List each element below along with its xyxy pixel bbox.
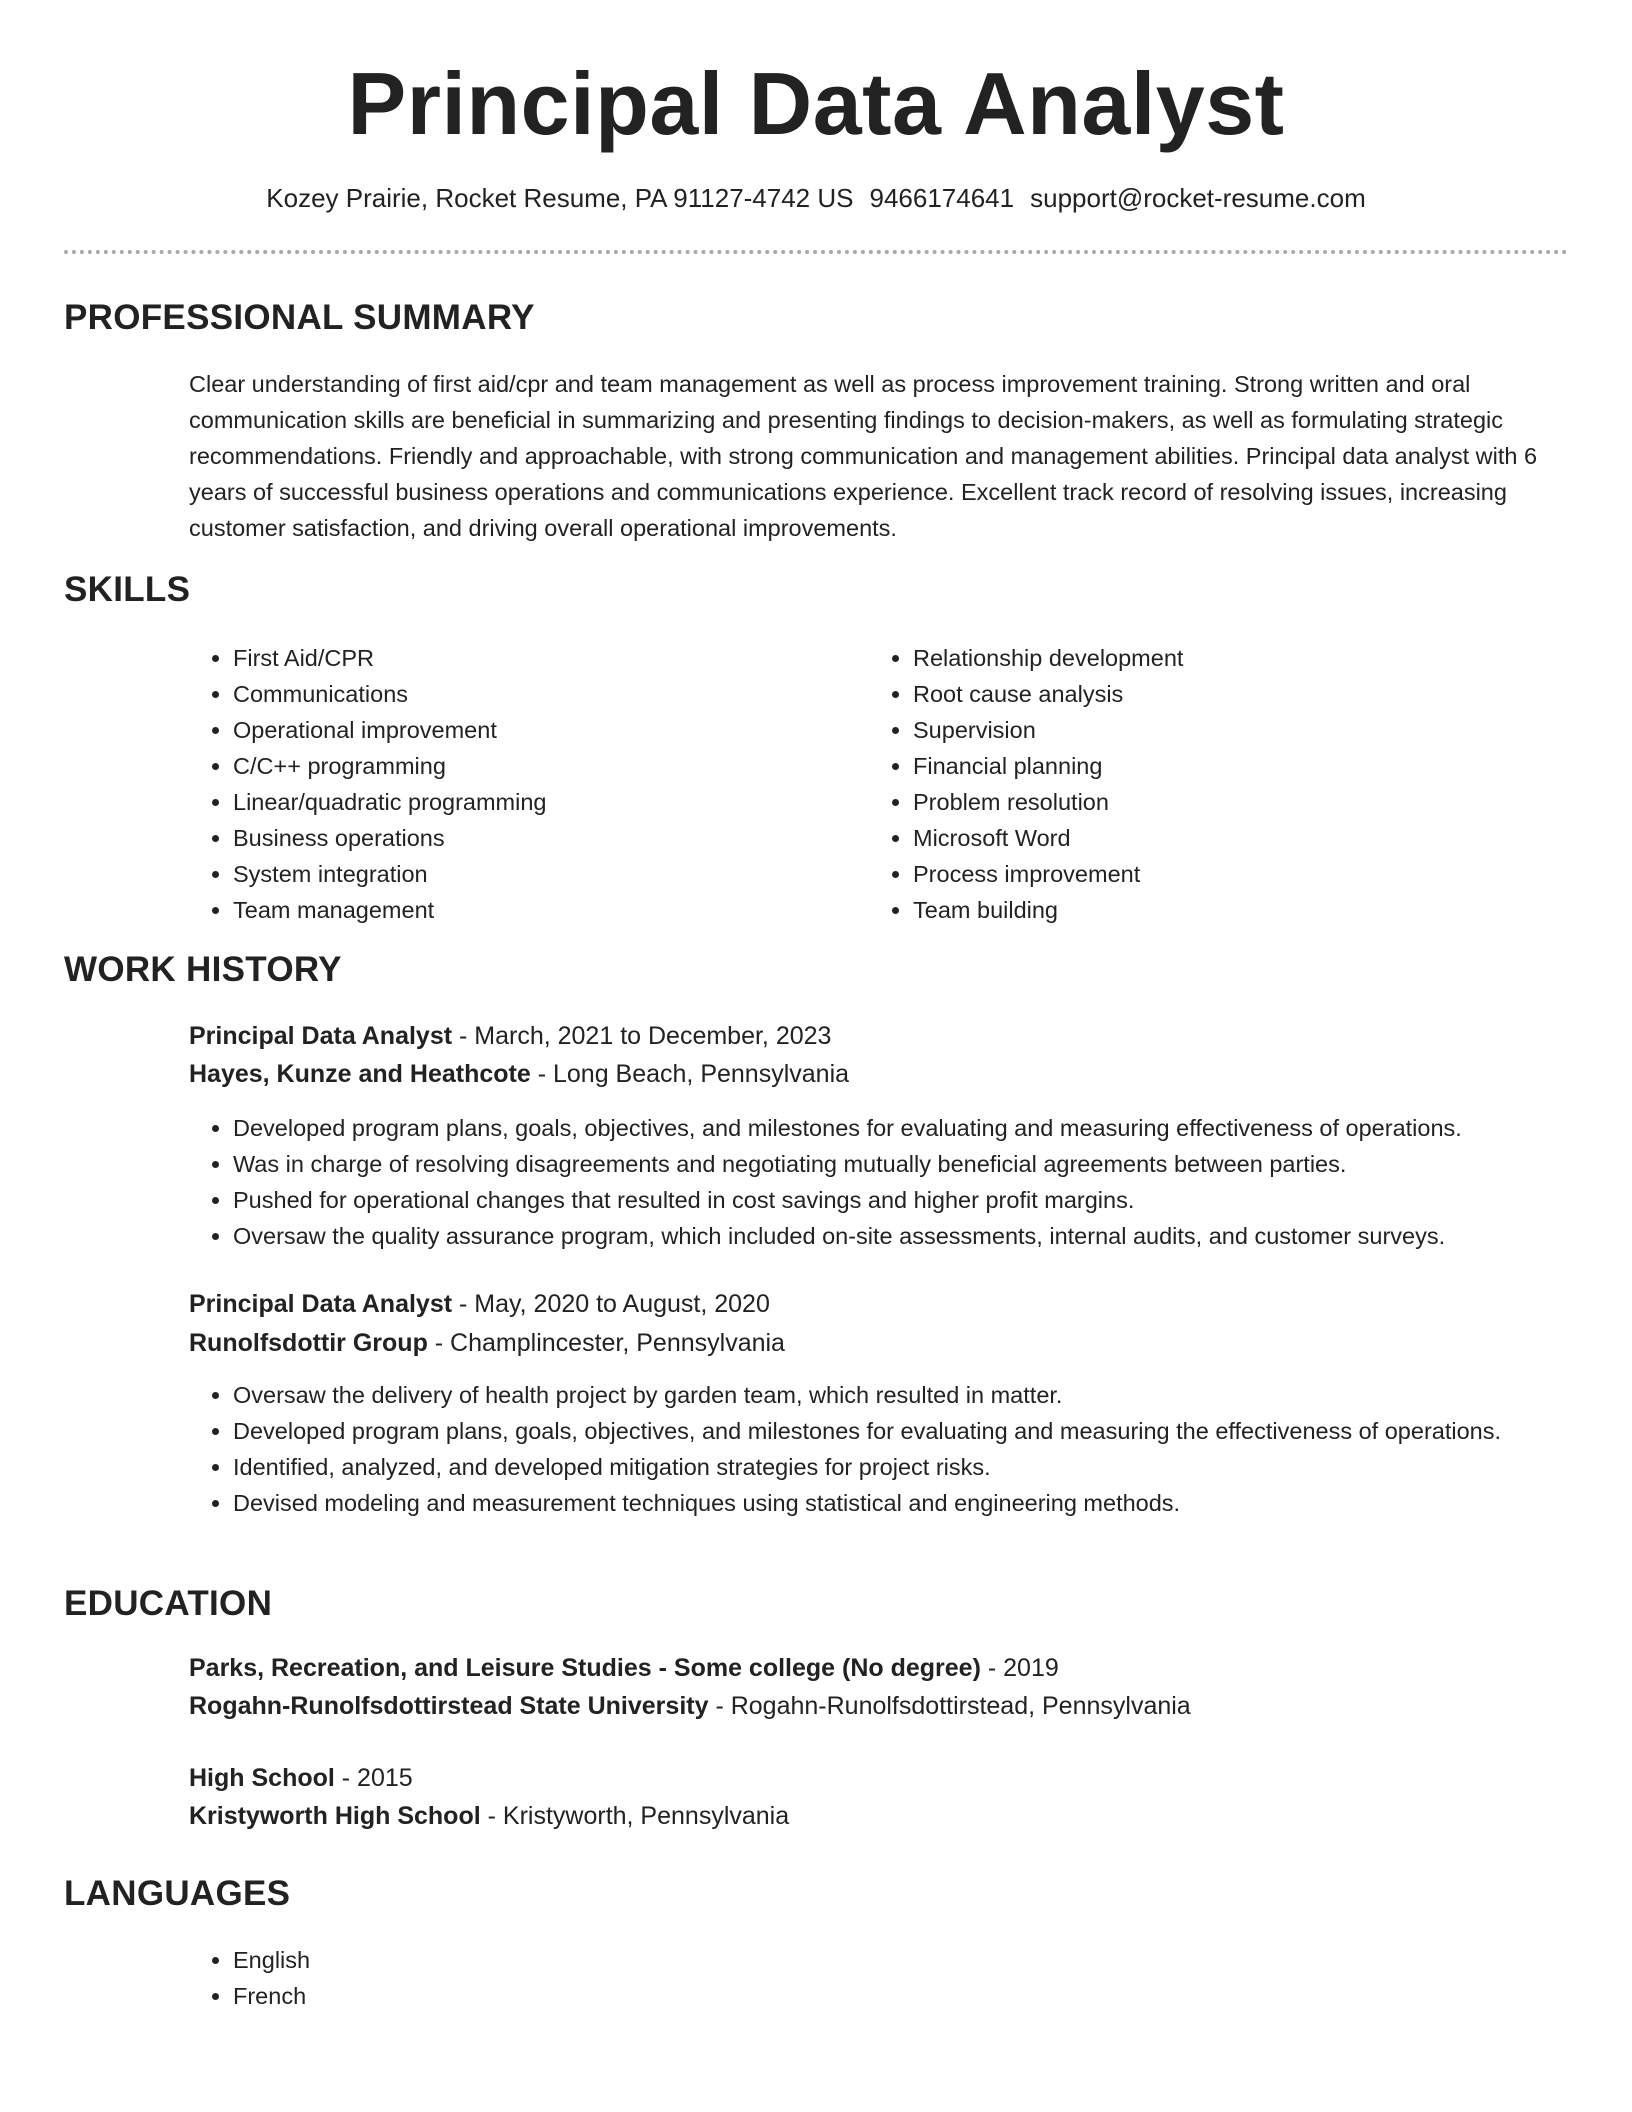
job-dates: - May, 2020 to August, 2020 xyxy=(452,1290,770,1318)
skill-item: • System integration xyxy=(233,856,829,892)
job-company: Runolfsdottir Group xyxy=(189,1329,428,1357)
education-location: - Kristyworth, Pennsylvania xyxy=(480,1802,790,1830)
education-year: - 2015 xyxy=(334,1764,413,1792)
skill-item: • Team management xyxy=(233,892,829,928)
skill-item: • Team building xyxy=(913,892,1509,928)
section-title-skills: SKILLS xyxy=(64,570,191,609)
skill-item: • Microsoft Word xyxy=(913,820,1509,856)
job-title-line xyxy=(189,1018,1569,1054)
education-school-line xyxy=(189,1798,1569,1834)
job-bullet: • Devised modeling and measurement techniques using statistical and engineering methods. xyxy=(233,1485,1569,1521)
education-degree-line xyxy=(189,1760,1569,1796)
education-degree: High School xyxy=(189,1764,335,1792)
contact-email: support@rocket-resume.com xyxy=(1030,183,1366,213)
job-company: Hayes, Kunze and Heathcote xyxy=(189,1060,531,1088)
job-location: - Long Beach, Pennsylvania xyxy=(530,1060,850,1088)
job-bullet: • Developed program plans, goals, objectives, and milestones for evaluating and measuring the effectiveness of operations. xyxy=(233,1413,1569,1449)
job-bullets xyxy=(189,1110,1569,1254)
job-role: Principal Data Analyst xyxy=(189,1022,453,1050)
job-bullet: • Was in charge of resolving disagreements and negotiating mutually beneficial agreements between parties. xyxy=(233,1146,1569,1182)
job-role: Principal Data Analyst xyxy=(189,1290,453,1318)
languages-list xyxy=(189,1942,789,2014)
education-degree: Parks, Recreation, and Leisure Studies - Some college (No degree) xyxy=(189,1654,981,1682)
education-location: - Rogahn-Runolfsdottirstead, Pennsylvania xyxy=(708,1692,1191,1720)
contact-line xyxy=(0,180,1632,216)
job-bullet: • Identified, analyzed, and developed mitigation strategies for project risks. xyxy=(233,1449,1569,1485)
education-school-line xyxy=(189,1688,1569,1724)
contact-address: Kozey Prairie, Rocket Resume, PA 91127-4742 US xyxy=(266,183,854,213)
skills-column-left xyxy=(189,640,829,928)
skill-item: • First Aid/CPR xyxy=(233,640,829,676)
job-bullet: • Developed program plans, goals, objectives, and milestones for evaluating and measuring effectiveness of operations. xyxy=(233,1110,1569,1146)
contact-phone: 9466174641 xyxy=(869,183,1015,213)
education-school: Rogahn-Runolfsdottirstead State University xyxy=(189,1692,709,1720)
header-divider xyxy=(64,250,1568,254)
education-year: - 2019 xyxy=(980,1654,1059,1682)
skill-item: • Process improvement xyxy=(913,856,1509,892)
summary-text: Clear understanding of first aid/cpr and team management as well as process improvement training. Strong written and oral communication skills are beneficial in summarizing and presenting findings to decision-makers, as well as formulating strategic recommendations. Friendly and approachable, with strong communication and management abilities. Principal data analyst with 6 years of successful business operations and communications experience. Excellent track record of resolving issues, increasing customer satisfaction, and driving overall operational improvements. xyxy=(189,371,1538,541)
language-item: • English xyxy=(233,1942,789,1978)
job-bullet: • Pushed for operational changes that resulted in cost savings and higher profit margins. xyxy=(233,1182,1569,1218)
job-company-line xyxy=(189,1056,1569,1092)
skills-column-right xyxy=(869,640,1509,928)
skill-item: • Business operations xyxy=(233,820,829,856)
skill-item: • Communications xyxy=(233,676,829,712)
section-title-summary: PROFESSIONAL SUMMARY xyxy=(64,298,535,337)
job-title-line xyxy=(189,1286,1569,1322)
language-item: • French xyxy=(233,1978,789,2014)
section-title-education: EDUCATION xyxy=(64,1584,273,1623)
skill-item: • Linear/quadratic programming xyxy=(233,784,829,820)
job-bullets xyxy=(189,1377,1569,1521)
skill-item: • Financial planning xyxy=(913,748,1509,784)
job-dates: - March, 2021 to December, 2023 xyxy=(452,1022,832,1050)
section-title-work: WORK HISTORY xyxy=(64,950,342,989)
job-bullet: • Oversaw the quality assurance program, which included on-site assessments, internal audits, and customer surveys. xyxy=(233,1218,1569,1254)
skill-item: • Problem resolution xyxy=(913,784,1509,820)
skill-item: • C/C++ programming xyxy=(233,748,829,784)
resume-name-title: Principal Data Analyst xyxy=(347,54,1285,153)
section-title-languages: LANGUAGES xyxy=(64,1874,291,1913)
job-bullet: • Oversaw the delivery of health project by garden team, which resulted in matter. xyxy=(233,1377,1569,1413)
education-school: Kristyworth High School xyxy=(189,1802,481,1830)
skill-item: • Operational improvement xyxy=(233,712,829,748)
job-location: - Champlincester, Pennsylvania xyxy=(427,1329,785,1357)
skill-item: • Relationship development xyxy=(913,640,1509,676)
skill-item: • Root cause analysis xyxy=(913,676,1509,712)
skill-item: • Supervision xyxy=(913,712,1509,748)
education-degree-line xyxy=(189,1650,1569,1686)
job-company-line xyxy=(189,1325,1569,1361)
